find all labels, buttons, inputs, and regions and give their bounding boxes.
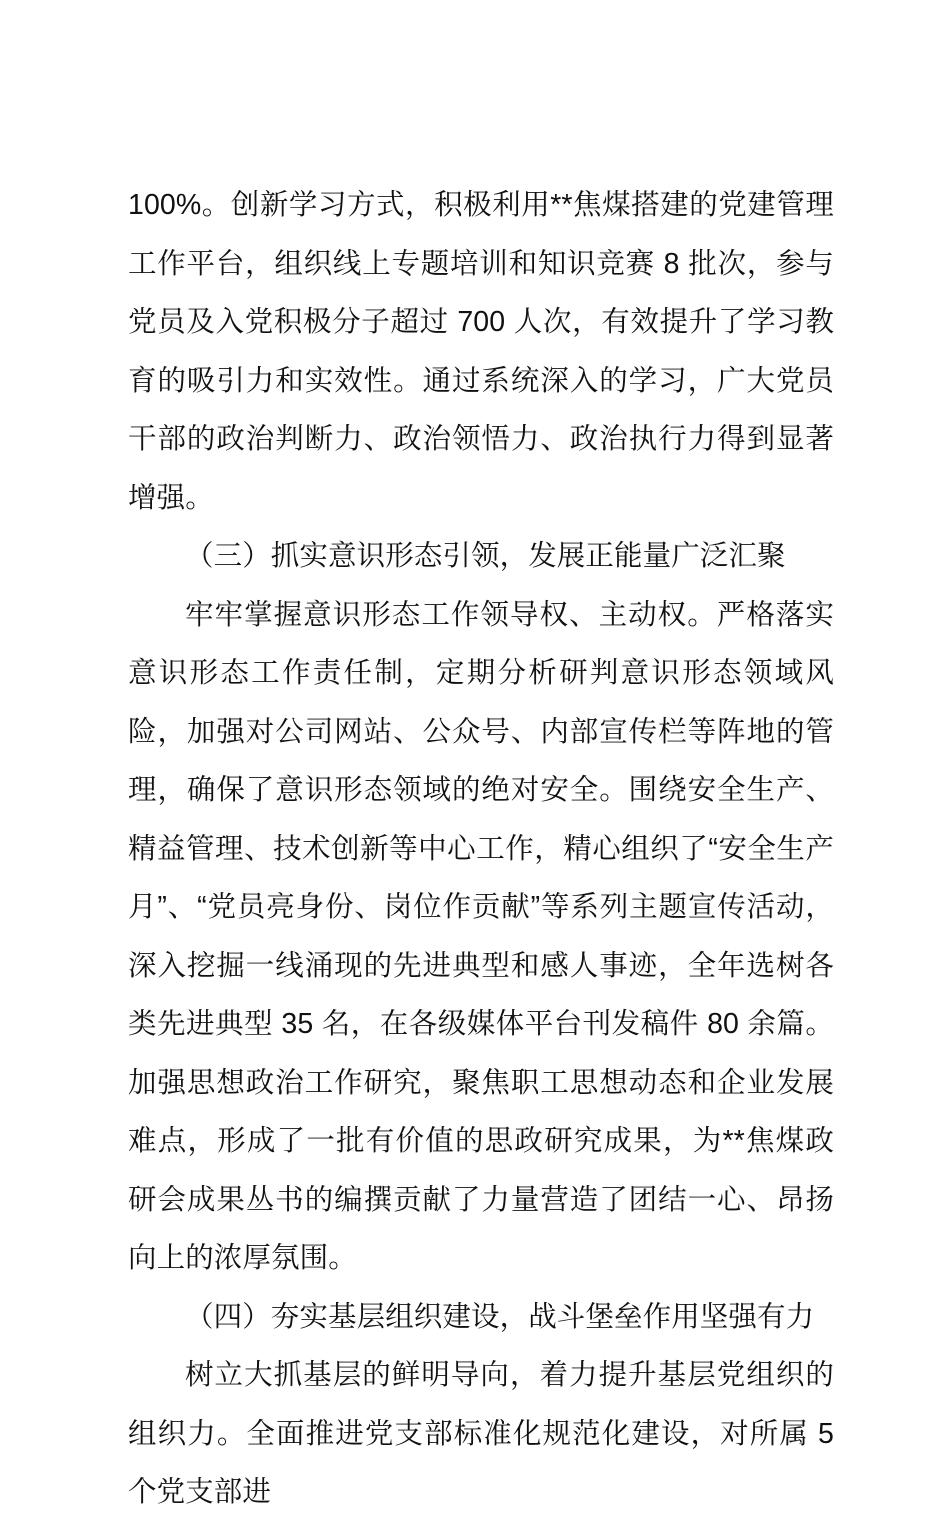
heading-section-four: （四）夯实基层组织建设，战斗堡垒作用坚强有力 xyxy=(185,1300,815,1333)
heading-section-three: （三）抓实意识形态引领，发展正能量广泛汇聚 xyxy=(185,540,786,572)
paragraph-learning-continued: 100%。创新学习方式，积极利用**焦煤搭建的党建管理工作平台，组织线上专题培训和知识竞赛 8 批次，参与党员及入党积极分子超过 700 人次，有效提升了学习教育的吸引力和实效性。通过系统深入的学习，广大党员干部的政治判断力、政治领悟力、政治执行力得到显著增强。 xyxy=(128,189,834,514)
paragraph-ideology-work: 牢牢掌握意识形态工作领导权、主动权。严格落实意识形态工作责任制，定期分析研判意识形态领域风险，加强对公司网站、公众号、内部宣传栏等阵地的管理，确保了意识形态领域的绝对安全。围绕安全生产、精益管理、技术创新等中心工作，精心组织了“安全生产月”、“党员亮身份、岗位作贡献”等系列主题宣传活动，深入挖掘一线涌现的先进典型和感人事迹，全年选树各类先进典型 35 名，在各级媒体平台刊发稿件 80 余篇。加强思想政治工作研究，聚焦职工思想动态和企业发展难点，形成了一批有价值的思政研究成果，为**焦煤政研会成果丛书的编撰贡献了力量营造了团结一心、昂扬向上的浓厚氛围。 xyxy=(128,598,834,1274)
paragraph-grassroots-organization: 树立大抓基层的鲜明导向，着力提升基层党组织的组织力。全面推进党支部标准化规范化建设，对所属 5 个党支部进 xyxy=(128,1359,834,1508)
document-body xyxy=(128,176,834,1522)
